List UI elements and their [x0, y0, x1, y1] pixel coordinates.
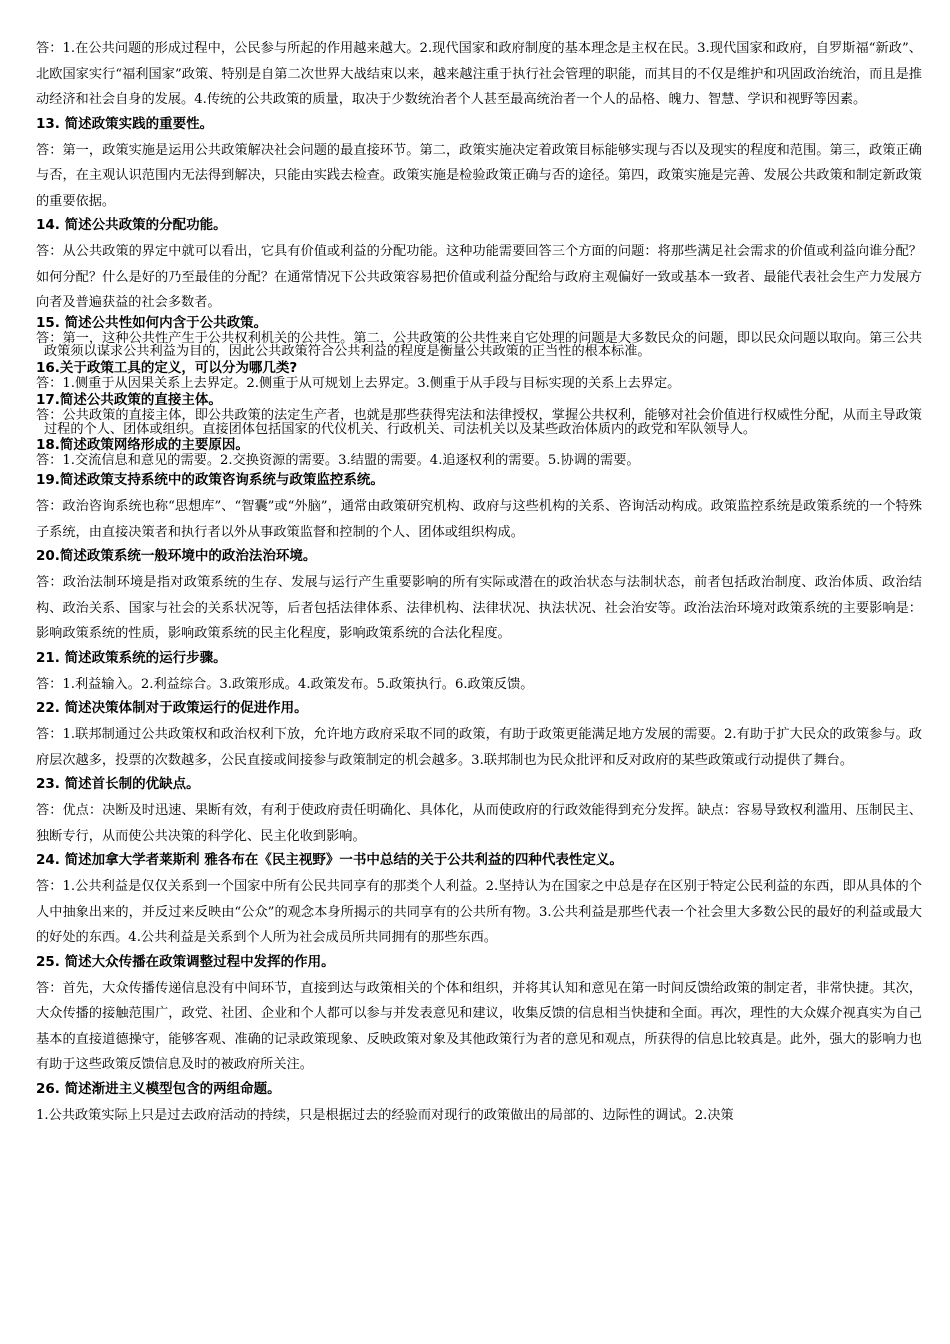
answer-text: 答：政治法制环境是指对政策系统的生存、发展与运行产生重要影响的所有实际或潜在的政治状态与法制状态，前者包括政治制度、政治体质、政治结构、政治关系、国家与社会的关系状况等，后者包括法律体系、法律机构、法律状况、执法状况、社会治安等。政治法治环境对政策系统的主要影响是：影响政策系统的性质，影响政策系统的民主化程度，影响政策系统的合法化程度。 — [36, 575, 922, 642]
answer-text: 1.公共政策实际上只是过去政府活动的持续，只是根据过去的经验而对现行的政策做出的局部的、边际性的调试。2.决策 — [36, 1107, 734, 1123]
item-24 — [36, 850, 922, 951]
item-22 — [36, 698, 922, 773]
answer-text: 答：公共政策的直接主体，即公共政策的法定生产者，也就是那些获得宪法和法律授权，掌握公共权利，能够对社会价值进行权威性分配，从而主导政策过程的个人、团体或组织。直接团体包括国家的代仪机关、行政机关、司法机关以及某些政治体质内的政党和军队领导人。 — [36, 407, 922, 437]
answer-text: 答：优点：决断及时迅速、果断有效，有利于使政府责任明确化、具体化，从而使政府的行政效能得到充分发挥。缺点：容易导致权利滥用、压制民主、独断专行，从而使公共决策的科学化、民主化收到影响。 — [36, 803, 922, 844]
item-20 — [36, 546, 922, 647]
answer-text: 答：第一，这种公共性产生于公共权利机关的公共性。第二，公共政策的公共性来自它处理的问题是大多数民众的问题，即以民众问题以取向。第三公共政策须以谋求公共利益为目的，因此公共政策符合公共利益的程度是衡量公共政策的正当性的根本标准。 — [36, 330, 922, 360]
item-14 — [36, 215, 922, 316]
question-heading: 13. 简述政策实践的重要性。 — [36, 115, 214, 132]
answer-text: 答：首先，大众传播传递信息没有中间环节，直接到达与政策相关的个体和组织，并将其认知和意见在第一时间反馈给政策的制定者，非常快捷。其次，大众传播的接触范围广，政党、社团、企业和个人都可以参与并发表意见和建议，收集反馈的信息相当快捷和全面。再次，理性的大众媒介视真实为自己基本的直接道德操守，能够客观、准确的记录政策现象、反映政策对象及其他政策行为者的意见和观点，所获得的信息比较真是。此外，强大的影响力也有助于这些政策反馈信息及时的被政府所关注。 — [36, 980, 922, 1073]
question-heading: 25. 简述大众传播在政策调整过程中发挥的作用。 — [36, 953, 335, 970]
item-23 — [36, 774, 922, 849]
question-heading: 18.简述政策网络形成的主要原因。 — [36, 437, 249, 454]
item-25 — [36, 952, 922, 1078]
item-15 — [36, 316, 922, 360]
question-heading: 15. 简述公共性如何内含于公共政策。 — [36, 314, 268, 331]
answer-text: 答：1.利益输入。2.利益综合。3.政策形成。4.政策发布。5.政策执行。6.政策反馈。 — [36, 676, 534, 692]
question-heading: 14. 简述公共政策的分配功能。 — [36, 217, 227, 233]
answer-text: 答：1.侧重于从因果关系上去界定。2.侧重于从可规划上去界定。3.侧重于从手段与目标实现的关系上去界定。 — [36, 376, 681, 392]
item-26 — [36, 1079, 922, 1129]
item-19 — [36, 470, 922, 545]
question-heading: 20.简述政策系统一般环境中的政治法治环境。 — [36, 548, 317, 565]
question-heading: 21. 简述政策系统的运行步骤。 — [36, 649, 227, 666]
question-heading: 19.简述政策支持系统中的政策咨询系统与政策监控系统。 — [36, 472, 384, 489]
lead-answer: 答：1.在公共问题的形成过程中，公民参与所起的作用越来越大。2.现代国家和政府制度的基本理念是主权在民。3.现代国家和政府，自罗斯福“新政”、北欧国家实行“福利国家”政策、特别是自第二次世界大战结束以来，越来越注重于执行社会管理的职能，而其目的不仅是维护和巩固政治统治，而且是推动经济和社会自身的发展。4.传统的公共政策的质量，取决于少数统治者个人甚至最高统治者一个人的品格、魄力、智慧、学识和视野等因素。 — [36, 41, 922, 107]
item-16 — [36, 361, 922, 391]
question-heading: 26. 简述渐进主义模型包含的两组命题。 — [36, 1080, 281, 1097]
question-heading: 23. 简述首长制的优缺点。 — [36, 776, 200, 793]
question-heading: 16.关于政策工具的定义，可以分为哪几类? — [36, 360, 298, 377]
answer-text: 答：从公共政策的界定中就可以看出，它具有价值或利益的分配功能。这种功能需要回答三个方面的问题：将那些满足社会需求的价值或利益向谁分配？如何分配？什么是好的乃至最佳的分配？在通常情况下公共政策容易把价值或利益分配给与政府主观偏好一致或基本一致者、最能代表社会生产力发展方向者及普遍获益的社会多数者。 — [36, 244, 922, 310]
item-17 — [36, 393, 922, 437]
question-heading: 24. 简述加拿大学者莱斯利 雅各布在《民主视野》一书中总结的关于公共利益的四种代表性定义。 — [36, 852, 623, 869]
answer-text: 答：1.交流信息和意见的需要。2.交换资源的需要。3.结盟的需要。4.追逐权利的需要。5.协调的需要。 — [36, 453, 640, 469]
item-13 — [36, 114, 922, 215]
answer-text: 答：政治咨询系统也称“思想库”、“智囊”或“外脑”，通常由政策研究机构、政府与这些机构的关系、咨询活动构成。政策监控系统是政策系统的一个特殊子系统，由直接决策者和执行者以外从事政策监督和控制的个人、团体或组织构成。 — [36, 499, 922, 540]
answer-text: 答：1.公共利益是仅仅关系到一个国家中所有公民共同享有的那类个人利益。2.坚持认为在国家之中总是存在区别于特定公民利益的东西，即从具体的个人中抽象出来的，并反过来反映由“公众”的观念本身所揭示的共同享有的公共所有物。3.公共利益是那些代表一个社会里大多数公民的最好的利益或最大的好处的东西。4.公共利益是关系到个人所为社会成员所共同拥有的那些东西。 — [36, 879, 922, 946]
answer-text: 答：1.联邦制通过公共政策权和政治权利下放，允许地方政府采取不同的政策，有助于政策更能满足地方发展的需要。2.有助于扩大民众的政策参与。政府层次越多，投票的次数越多，公民直接或间接参与政策制定的机会越多。3.联邦制也为民众批评和反对政府的某些政策或行动提供了舞台。 — [36, 727, 922, 768]
item-18 — [36, 438, 922, 468]
question-heading: 17.简述公共政策的直接主体。 — [36, 391, 222, 408]
answer-text: 答：第一，政策实施是运用公共政策解决社会问题的最直接环节。第二，政策实施决定着政策目标能够实现与否以及现实的程度和范围。第三，政策正确与否，在主观认识范围内无法得到解决，只能由实践去检查。政策实施是检验政策正确与否的途径。第四，政策实施是完善、发展公共政策和制定新政策的重要依据。 — [36, 142, 922, 209]
question-heading: 22. 简述决策体制对于政策运行的促进作用。 — [36, 700, 308, 717]
item-21 — [36, 648, 922, 698]
